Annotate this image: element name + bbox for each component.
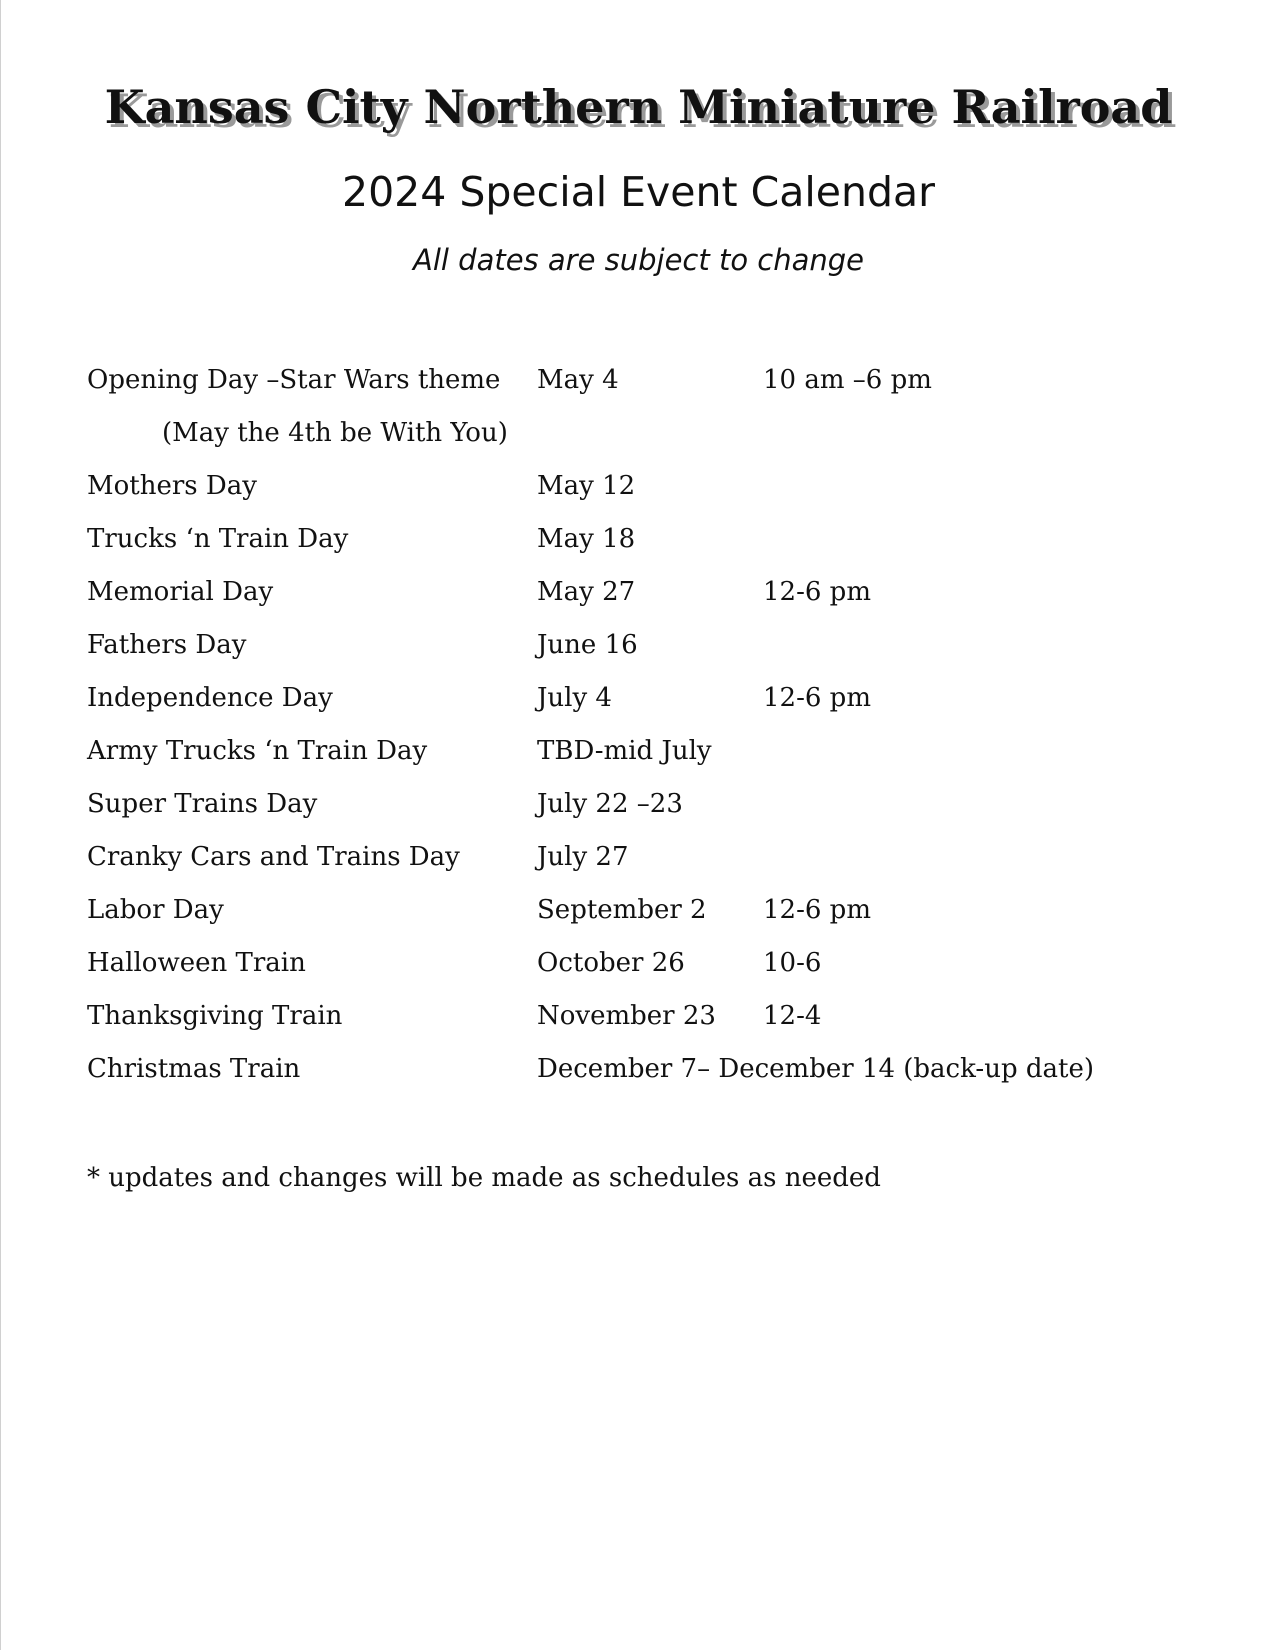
event-name: Fathers Day: [87, 630, 247, 660]
event-date: May 18: [537, 524, 636, 554]
event-list: [87, 363, 1237, 1105]
event-row: [87, 734, 1237, 787]
event-row: [87, 787, 1237, 840]
event-name: Army Trucks ‘n Train Day: [87, 736, 428, 766]
event-time: 10-6: [763, 948, 822, 978]
event-date: May 12: [537, 471, 636, 501]
event-date: July 22 –23: [537, 789, 683, 819]
event-date: May 27: [537, 577, 636, 607]
event-row: [87, 946, 1237, 999]
event-time: 10 am –6 pm: [763, 365, 932, 395]
event-name: Independence Day: [87, 683, 333, 713]
event-name: Opening Day –Star Wars theme: [87, 365, 501, 395]
event-row: [87, 840, 1237, 893]
event-name: Thanksgiving Train: [87, 1001, 343, 1031]
event-row: [87, 522, 1237, 575]
event-name: Mothers Day: [87, 471, 257, 501]
event-name: Trucks ‘n Train Day: [87, 524, 349, 554]
event-name: Halloween Train: [87, 948, 306, 978]
event-date: July 4: [537, 683, 612, 713]
event-time: 12-4: [763, 1001, 822, 1031]
event-date: October 26: [537, 948, 685, 978]
event-row: [87, 1052, 1237, 1105]
event-row: [87, 893, 1237, 946]
event-name: Christmas Train: [87, 1054, 301, 1084]
event-row: [87, 469, 1237, 522]
event-name: Labor Day: [87, 895, 224, 925]
event-date: November 23: [537, 1001, 716, 1031]
event-row: [87, 999, 1237, 1052]
event-row: [87, 575, 1237, 628]
event-date: September 2: [537, 895, 707, 925]
event-time: 12-6 pm: [763, 895, 871, 925]
event-note-row: [87, 416, 1237, 469]
event-name: Super Trains Day: [87, 789, 318, 819]
subject-to-change-notice: All dates are subject to change: [412, 243, 865, 277]
event-date: TBD-mid July: [537, 736, 712, 766]
event-row: [87, 363, 1237, 416]
calendar-title: 2024 Special Event Calendar: [342, 168, 935, 216]
footnote: * updates and changes will be made as schedules as needed: [87, 1163, 881, 1193]
event-date: May 4: [537, 365, 619, 395]
event-date: December 7– December 14 (back-up date): [537, 1054, 1094, 1084]
organization-title: Kansas City Northern Miniature Railroad: [104, 80, 1173, 134]
event-row: [87, 628, 1237, 681]
event-row: [87, 681, 1237, 734]
event-date: July 27: [537, 842, 629, 872]
event-note: (May the 4th be With You): [162, 418, 508, 448]
event-name: Memorial Day: [87, 577, 274, 607]
event-time: 12-6 pm: [763, 577, 871, 607]
event-name: Cranky Cars and Trains Day: [87, 842, 460, 872]
event-time: 12-6 pm: [763, 683, 871, 713]
event-date: June 16: [537, 630, 638, 660]
